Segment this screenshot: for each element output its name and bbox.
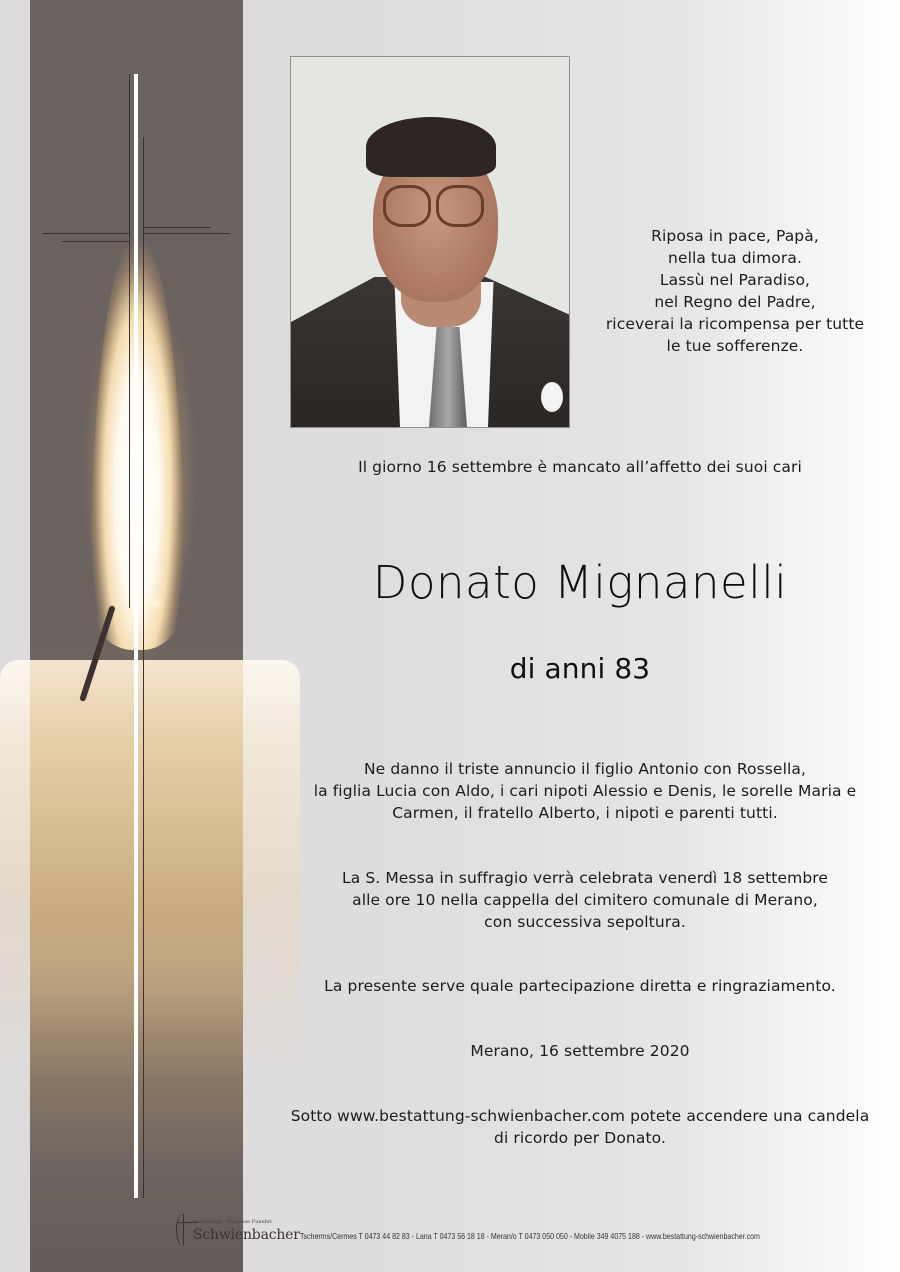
mass-line: alle ore 10 nella cappella del cimitero comunale di Merano, <box>352 891 818 909</box>
poem-line: riceverai la ricompensa per tutte <box>605 315 865 333</box>
family-announcement <box>300 758 870 824</box>
cross-horizontal-line <box>43 233 129 234</box>
family-line: Carmen, il fratello Alberto, i nipoti e parenti tutti. <box>392 804 778 822</box>
candle-note-line: Sotto www.bestattung-schwienbacher.com potete accendere una candela <box>290 1107 870 1125</box>
candle-note-line: di ricordo per Donato. <box>494 1129 666 1147</box>
thanks-note: La presente serve quale partecipazione diretta e ringraziamento. <box>324 977 836 995</box>
footer-contacts: Tscherms/Cermes T 0473 44 82 83 - Lana T 0473 56 18 18 - Meran/o T 0473 050 050 - Mobile 349 4075 188 - www.bestattung-schwienbacher.com <box>300 1232 760 1241</box>
mass-line: La S. Messa in suffragio verrà celebrata venerdì 18 settembre <box>341 869 829 887</box>
photo-boutonniere <box>541 382 563 412</box>
cross-vertical-line <box>134 74 138 1198</box>
logo-name: Schwienbacher <box>193 1227 300 1243</box>
deceased-age: di anni 83 <box>509 652 651 685</box>
poem <box>590 225 880 357</box>
logo-cross-icon <box>183 1214 184 1246</box>
cross-shadow-line <box>143 137 144 1198</box>
cross-horizontal-line <box>62 241 130 242</box>
poem-line: nel Regno del Padre, <box>654 293 816 311</box>
online-candle-note <box>280 1105 880 1149</box>
mass-details <box>300 867 870 933</box>
place-date: Merano, 16 settembre 2020 <box>470 1042 690 1060</box>
announcement-intro: Il giorno 16 settembre è mancato all’affetto dei suoi cari <box>358 458 802 476</box>
cross-horizontal-line <box>143 233 230 234</box>
photo-glasses <box>383 185 431 227</box>
photo-hair <box>366 117 496 177</box>
poem-line: Lassù nel Paradiso, <box>659 271 811 289</box>
poem-line: le tue sofferenze. <box>666 337 804 355</box>
poem-line: Riposa in pace, Papà, <box>651 227 819 245</box>
wick-ember <box>150 600 160 606</box>
deceased-name: Donato Mignanelli <box>372 556 788 609</box>
cross-shadow-line <box>129 74 130 608</box>
poem-line: nella tua dimora. <box>668 249 802 267</box>
logo-subtitle: Bestattung · Onoranze Funebri <box>193 1219 272 1225</box>
cross-horizontal-line <box>143 227 211 228</box>
photo-glasses <box>436 185 484 227</box>
portrait-photo <box>290 56 570 428</box>
family-line: Ne danno il triste annuncio il figlio Antonio con Rossella, <box>363 760 807 778</box>
family-line: la figlia Lucia con Aldo, i cari nipoti Alessio e Denis, le sorelle Maria e <box>313 782 857 800</box>
mass-line: con successiva sepoltura. <box>484 913 686 931</box>
